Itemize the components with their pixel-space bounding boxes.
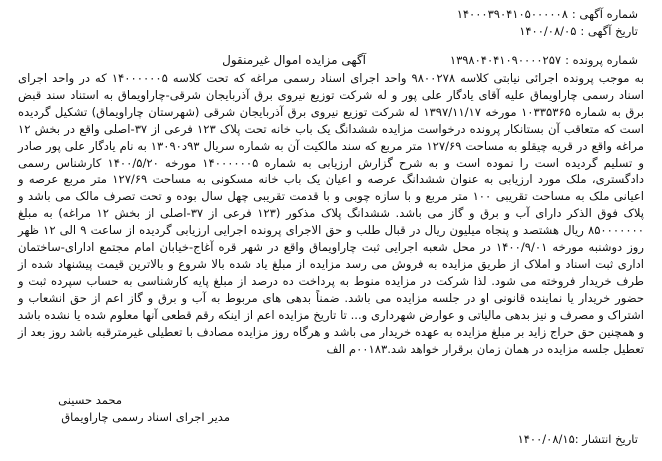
notice-date-label: تاریخ آگهی : [580, 24, 638, 38]
file-number-line [450, 53, 638, 68]
signatory-role: مدیر اجرای اسناد رسمی چاراویماق [61, 410, 230, 424]
publish-date-line [518, 432, 638, 446]
file-number-label: شماره پرونده : [565, 53, 638, 67]
publish-date-value: ۱۴۰۰/۰۸/۱۵ [517, 432, 575, 446]
notice-body: به موجب پرونده اجرائی نیابتی کلاسه ۹۸۰۰۲۷۸ واحد اجرای اسناد رسمی مراغه که تحت کلاسه ۱۴۰۰۰۰۰۰۵ که در واحد اجرای اسناد رسمی چاراویماق علیه آقای یادگار علی پور و له شرکت توزیع نیروی برق آذربایجان شرقی-چاراویماق به استناد سند قبض برق به شماره ۱۰۳۳۵۳۶۵ مورخه ۱۳۹۷/۱۱/۱۷ له شرکت توزیع نیروی برق آذربایجان شرقی (شهرستان چاراویماق) تشکیل گردیده است که متعاقب آن بستانکار پرونده درخواست مزایده ششدانگ یک باب خانه تحت پلاک ۱۲۳ فرعی از ۳۷-اصلی واقع در بخش ۱۲ مراغه واقع در قریه چیقلو به مساحت ۱۲۷/۶۹ متر مربع که سند مالکیت آن به شماره سریال ۹۳د۱۳۰۹۰ به نام یادگار علی پور صادر و تسلیم گردیده است را نموده است و به شرح گزارش ارزیابی به شماره ۱۴۰۰۰۰۰۰۵ مورخه ۱۴۰۰/۵/۲۰ کارشناس رسمی دادگستری، ملک مورد ارزیابی به عنوان ششدانگ عرصه و اعیان یک باب خانه مسکونی به مساحت ۱۲۷/۶۹ متر مربع عرصه و اعیانی ملک به مساحت تقریبی ۱۰۰ متر مربع و با سازه چوبی و با قدمت تقریبی چهل سال بوده و تحت تصرف مالک می باشد و پلاک فوق الذکر دارای آب و برق و گاز می باشد. ششدانگ پلاک مذکور (۱۲۳ فرعی از ۳۷-اصلی از بخش ۱۲ مراغه) به مبلغ ۸۵۰۰۰۰۰۰۰ ریال هشتصد و پنجاه میلیون ریال در قبال طلب و حق الاجرای پرونده اجرایی ارزیابی گردیده از ساعت ۹ الی ۱۲ ظهر روز دوشنبه مورخه ۱۴۰۰/۹/۰۱ در محل شعبه اجرایی ثبت چاراویماق واقع در شهر قره آغاج-خیابان امام مجتمع ادارای-ساختمان اداری ثبت اسناد و املاک از طریق مزایده به فروش می رسد مزایده از مبلغ یاد شده بالا شروع و بالاترین قیمت پیشنهاد شده از طرف خریدار فروخته می شود. لذا شرکت در مزایده منوط به پرداخت ده درصد از مبلغ پایه کارشناسی به حساب سپرده ثبت و حضور خریدار یا نماینده قانونی او در جلسه مزایده می باشد. ضمناً بدهی های مربوط به آب و برق و گاز اعم از حق انشعاب و اشتراک و مصرف و نیز بدهی مالیاتی و عوارض شهرداری و... تا تاریخ مزایده اعم از اینکه رقم قطعی آنها معلوم شده یا نشده باشد و همچنین حق حراج زاید بر مبلغ مزایده به عهده خریدار می باشد و هرگاه روز مزایده مصادف با تعطیلی غیرمترقبه باشد روز بعد از تعطیل جلسه مزایده در همان زمان برقرار خواهد شد.۰۰۱۸۳م الف [18, 71, 645, 356]
signatory-name: محمد حسینی [58, 393, 122, 407]
notice-date-value: ۱۴۰۰/۰۸/۰۵ [519, 24, 577, 38]
notice-number-line [457, 7, 638, 22]
publish-date-label: تاریخ انتشار : [574, 432, 638, 446]
notice-number-label: شماره آگهی : [571, 7, 638, 21]
file-number-value: ۱۳۹۸۰۴۰۴۱۰۹۰۰۰۰۲۵۷ [449, 53, 562, 67]
notice-number-value: ۱۴۰۰۰۳۹۰۴۱۰۵۰۰۰۰۰۸ [456, 7, 568, 21]
notice-title: آگهی مزایده اموال غیرمنقول [222, 53, 366, 67]
notice-date-line [519, 24, 638, 39]
